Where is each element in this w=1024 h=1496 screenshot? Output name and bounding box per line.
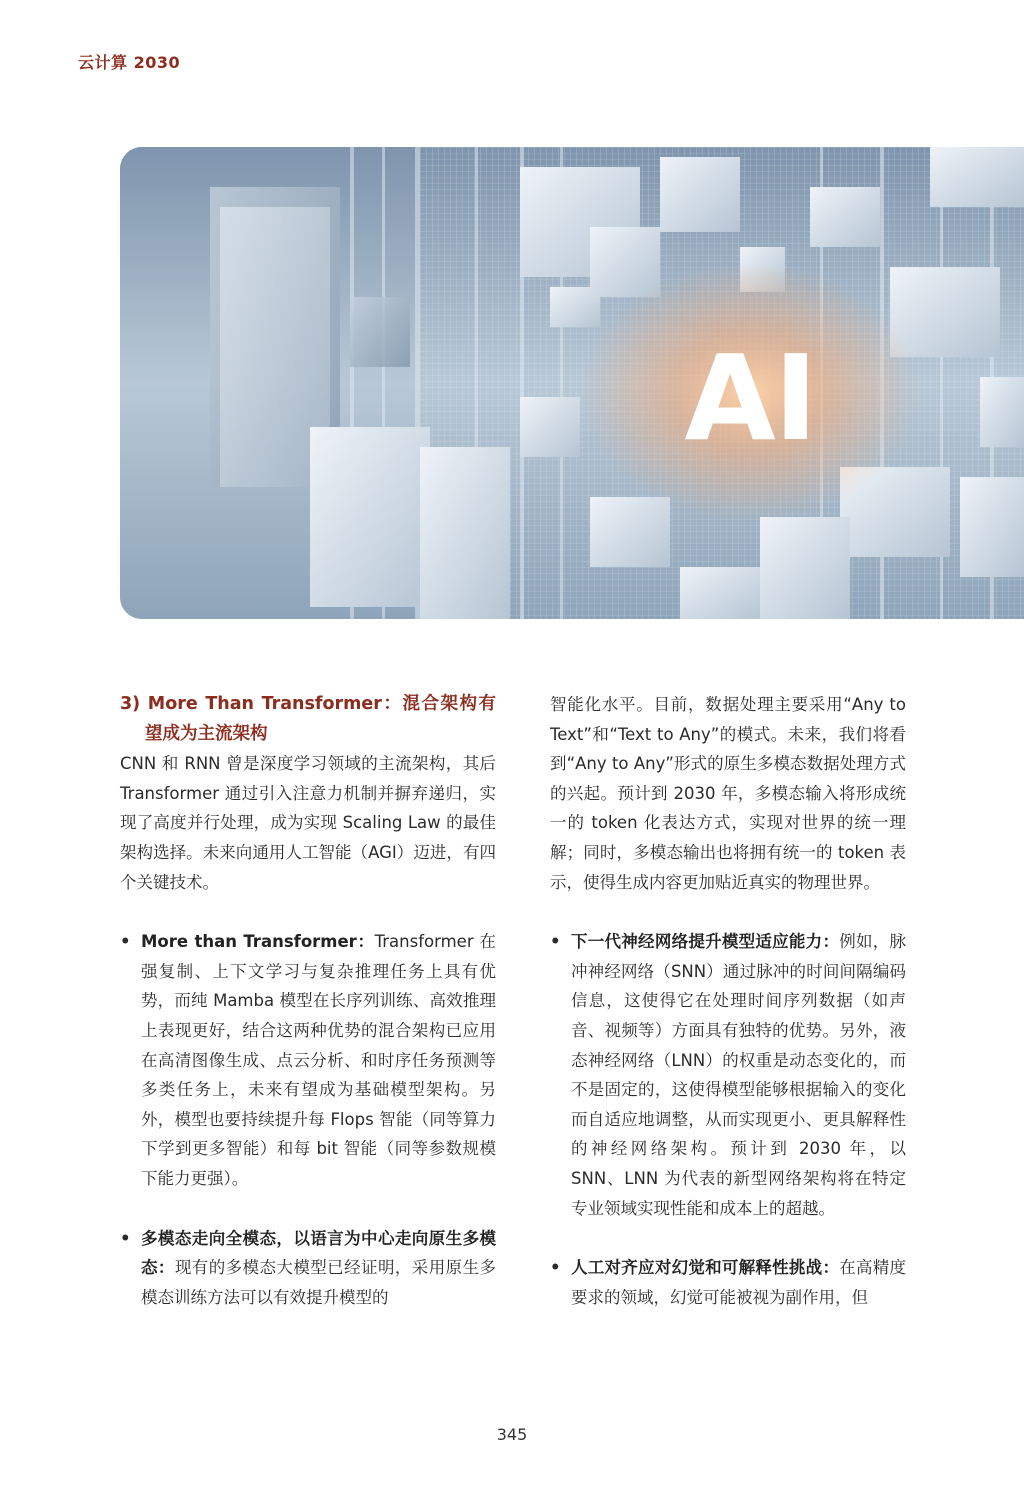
bullet-title: 下一代神经网络提升模型适应能力： [571,932,840,952]
bullet-title: 多模态走向全模态，以语言为中心走向原生多模态： [141,1228,496,1278]
right-column [550,690,906,1342]
bullet-text: 例如，脉冲神经网络（SNN）通过脉冲的时间间隔编码信息，这使得它在处理时间序列数据（如声音、视频等）方面具有独特的优势。另外，液态神经网络（LNN）的权重是动态变化的，而不是固定的，这使得模型能够根据输入的变化而自适应地调整，从而实现更小、更具解释性的神经网络架构。预计到 2030 年，以 SNN、LNN 为代表的新型网络架构将在特定专业领域实现性能和成本上的超越。 [571,932,907,1218]
bullet-human-alignment [550,1253,906,1312]
bullet-title: 人工对齐应对幻觉和可解释性挑战： [571,1258,840,1278]
bullet-multimodal [120,1224,496,1313]
running-header-title: 云计算 2030 [78,53,181,72]
hero-ai-text: AI [684,329,816,467]
bullet-dot: • [550,932,561,952]
section-heading: 3) More Than Transformer：混合架构有望成为主流架构 [120,694,496,744]
bullet-title: More than Transformer： [141,932,375,952]
bullet-dot: • [550,1258,561,1278]
left-column [120,690,496,1342]
bullet-more-than-transformer [120,927,496,1193]
intro-paragraph: CNN 和 RNN 曾是深度学习领域的主流架构，其后 Transformer 通过引入注意力机制并摒弃递归，实现了高度并行处理，成为实现 Scaling Law 的最佳架构选择。未来向通用人工智能（AGI）迈进，有四个关键技术。 [120,754,496,892]
bullet-text: 现有的多模态大模型已经证明，采用原生多模态训练方法可以有效提升模型的 [141,1258,497,1307]
bullet-next-gen-neural-networks [550,927,906,1223]
bullet-dot: • [120,1228,131,1248]
bullet-text: 在高精度要求的领域，幻觉可能被视为副作用，但 [571,1258,907,1307]
bullet-dot: • [120,932,131,952]
continuation-paragraph: 智能化水平。目前，数据处理主要采用“Any to Text”和“Text to Any”的模式。未来，我们将看到“Any to Any”形式的原生多模态数据处理方式的兴起。预计到 2030 年，多模态输入将形成统一的 token 化表达方式，实现对世界的统一理解；同时，多模态输出也将拥有统一的 token 表示，使得生成内容更加贴近真实的物理世界。 [550,695,906,892]
bullet-text: Transformer 在强复制、上下文学习与复杂推理任务上具有优势，而纯 Mamba 模型在长序列训练、高效推理上表现更好，结合这两种优势的混合架构已应用在高清图像生成、点云分析、和时序任务预测等多类任务上，未来有望成为基础模型架构。另外，模型也要持续提升每 Flops 智能（同等算力下学到更多智能）和每 bit 智能（同等参数规模下能力更强）。 [141,932,496,1188]
hero-image-ai-cubes [120,147,1024,619]
page-number: 345 [496,1425,528,1444]
